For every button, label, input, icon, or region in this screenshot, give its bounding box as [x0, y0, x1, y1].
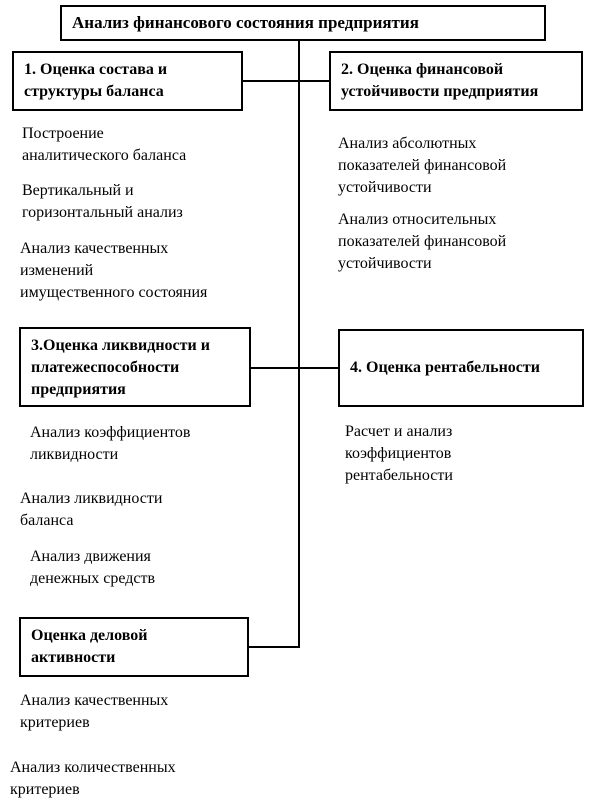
connector-block-3	[251, 367, 299, 369]
block-3-item-1: Анализ коэффициентов ликвидности	[30, 424, 191, 463]
block-3-liquidity-solvency: 3.Оценка ликвидности и платежеспособности предприятия	[19, 327, 251, 407]
connector-block-4	[299, 367, 339, 369]
block-5-item-1: Анализ качественных критериев	[20, 692, 169, 731]
block-2-financial-stability: 2. Оценка финансовой устойчивости предприятия	[329, 51, 583, 111]
block-2-item-2: Анализ относительных показателей финансовой устойчивости	[338, 211, 507, 272]
block-1-item-2: Вертикальный и горизонтальный анализ	[22, 182, 183, 221]
block-4-item-1: Расчет и анализ коэффициентов рентабельности	[345, 423, 453, 484]
connector-block-1	[243, 80, 299, 82]
block-5-item-2: Анализ количественных критериев	[10, 759, 176, 798]
block-5-business-activity: Оценка деловой активности	[19, 617, 249, 677]
connector-block-5	[249, 646, 300, 648]
main-vertical-connector	[298, 40, 300, 648]
block-4-profitability: 4. Оценка рентабельности	[338, 329, 584, 407]
block-2-item-1: Анализ абсолютных показателей финансовой устойчивости	[338, 135, 507, 196]
connector-block-2	[299, 80, 329, 82]
block-3-item-2: Анализ ликвидности баланса	[20, 490, 163, 529]
block-1-item-1: Построение аналитического баланса	[22, 125, 187, 164]
block-1-item-3: Анализ качественных изменений имущественного состояния	[20, 240, 208, 301]
block-1-balance-structure: 1. Оценка состава и структуры баланса	[12, 51, 243, 111]
block-3-item-3: Анализ движения денежных средств	[30, 548, 156, 587]
diagram-title: Анализ финансового состояния предприятия	[60, 5, 546, 41]
